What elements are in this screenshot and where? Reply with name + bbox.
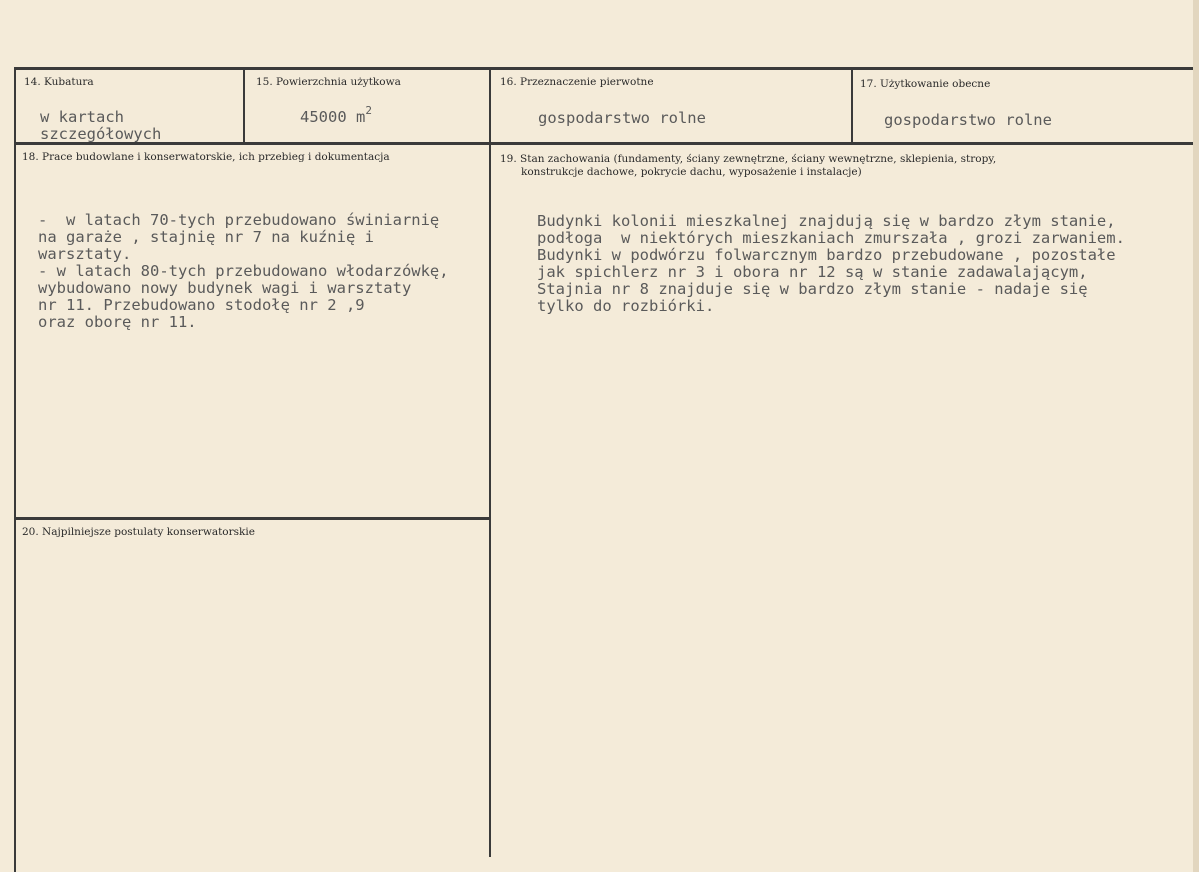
field-14-label: 14. Kubatura [24,76,94,88]
field-19-label-line1: 19. Stan zachowania (fundamenty, ściany zewnętrzne, ściany wewnętrzne, sklepienia, stropy, [500,153,997,165]
field-18-line: warsztaty. [38,245,132,263]
field-20-label: 20. Najpilniejsze postulaty konserwatorskie [22,526,255,538]
field-19-line: Stajnia nr 8 znajduje się w bardzo złym stanie - nadaje się [537,280,1088,298]
divider-16-17 [851,67,853,144]
field-19-label-line2: konstrukcje dachowe, pokrycie dachu, wyposażenie i instalacje) [521,166,862,178]
field-15-value [300,104,372,127]
field-19-line: Budynki w podwórzu folwarcznym bardzo przebudowane , pozostałe [537,246,1116,264]
field-16-label: 16. Przeznaczenie pierwotne [500,76,654,88]
divider-14-15 [243,67,245,144]
field-18-line: wybudowano nowy budynek wagi i warsztaty [38,279,412,297]
field-19-line: tylko do rozbiórki. [537,297,715,315]
field-18-line: - w latach 70-tych przebudowano świniarnię [38,211,440,229]
divider-main [489,67,491,857]
field-19-line: jak spichlerz nr 3 i obora nr 12 są w stanie zadawalającym, [537,263,1088,281]
left-border [14,67,16,872]
field-18-line: oraz oborę nr 11. [38,313,197,331]
field-18-line: nr 11. Przebudowano stodołę nr 2 ,9 [38,296,365,314]
field-18-label: 18. Prace budowlane i konserwatorskie, ich przebieg i dokumentacja [22,151,390,163]
top-rule [14,67,1196,70]
section20-top-rule [14,517,490,520]
row1-bottom-rule [14,142,1196,145]
field-15-label: 15. Powierzchnia użytkowa [256,76,401,88]
field-17-label: 17. Użytkowanie obecne [860,78,991,90]
field-19-line: Budynki kolonii mieszkalnej znajdują się w bardzo złym stanie, [537,212,1116,230]
field-17-value: gospodarstwo rolne [884,111,1052,129]
field-14-value-line2: szczegółowych [40,125,162,143]
field-18-line: na garaże , stajnię nr 7 na kuźnię i [38,228,374,246]
field-19-line: podłoga w niektórych mieszkaniach zmurszała , grozi zarwaniem. [537,229,1125,247]
field-16-value: gospodarstwo rolne [538,109,706,127]
page-edge-shadow [1193,0,1199,872]
field-14-value-line1: w kartach [40,108,124,126]
field-15-unit-superscript: 2 [365,104,372,117]
field-15-number: 45000 m [300,108,366,126]
field-18-line: - w latach 80-tych przebudowano włodarzówkę, [38,262,449,280]
